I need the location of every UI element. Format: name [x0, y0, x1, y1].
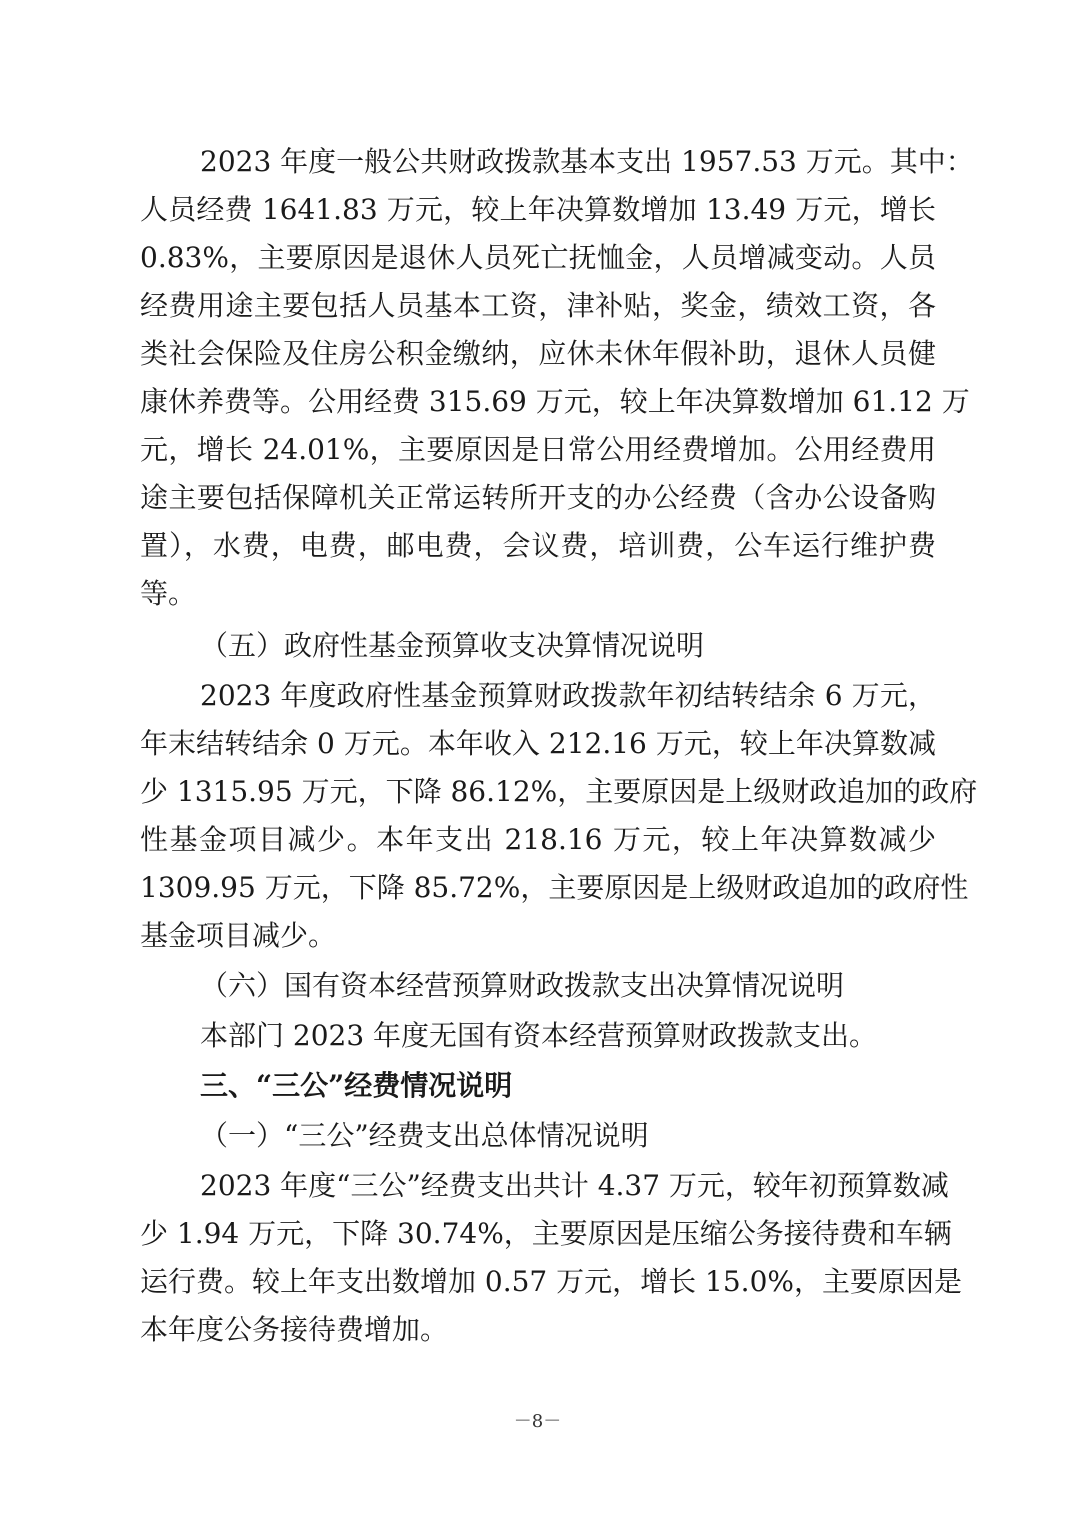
body-text-line: 等。	[140, 577, 197, 610]
body-text-line: 年末结转结余 0 万元。本年收入 212.16 万元，较上年决算数减	[140, 727, 936, 760]
body-text-line: 0.83%，主要原因是退休人员死亡抚恤金，人员增减变动。人员	[140, 241, 936, 274]
body-text-line: 人员经费 1641.83 万元，较上年决算数增加 13.49 万元，增长	[140, 193, 936, 226]
body-text-line: 本部门 2023 年度无国有资本经营预算财政拨款支出。	[200, 1019, 878, 1052]
body-text-line: 本年度公务接待费增加。	[140, 1313, 449, 1346]
body-text-line: 2023 年度政府性基金预算财政拨款年初结转结余 6 万元，	[200, 679, 936, 712]
body-text-line: 类社会保险及住房公积金缴纳，应休未休年假补助，退休人员健	[140, 337, 936, 370]
body-text-line: 途主要包括保障机关正常运转所开支的办公经费（含办公设备购	[140, 481, 936, 514]
section-heading: （一）“三公”经费支出总体情况说明	[200, 1119, 649, 1152]
section-heading: （五）政府性基金预算收支决算情况说明	[200, 629, 705, 662]
body-text-line: 康休养费等。公用经费 315.69 万元，较上年决算数增加 61.12 万	[140, 385, 970, 418]
body-text-line: 经费用途主要包括人员基本工资，津补贴，奖金，绩效工资，各	[140, 289, 936, 322]
body-text-line: 2023 年度“三公”经费支出共计 4.37 万元，较年初预算数减	[200, 1169, 949, 1202]
page-number: －8－	[513, 1411, 562, 1432]
body-text-line: 1309.95 万元，下降 85.72%，主要原因是上级财政追加的政府性	[140, 871, 969, 904]
body-text-line: 少 1.94 万元，下降 30.74%，主要原因是压缩公务接待费和车辆	[140, 1217, 952, 1250]
section-heading: （六）国有资本经营预算财政拨款支出决算情况说明	[200, 969, 845, 1002]
body-text-line: 性基金项目减少。本年支出 218.16 万元，较上年决算数减少	[140, 823, 936, 856]
body-text-line: 基金项目减少。	[140, 919, 337, 952]
body-text-line: 元，增长 24.01%，主要原因是日常公用经费增加。公用经费用	[140, 433, 936, 466]
body-text-line: 置），水费，电费，邮电费，会议费，培训费，公车运行维护费	[140, 529, 936, 562]
body-text-line: 2023 年度一般公共财政拨款基本支出 1957.53 万元。其中：	[200, 145, 974, 178]
body-text-line: 运行费。较上年支出数增加 0.57 万元，增长 15.0%，主要原因是	[140, 1265, 962, 1298]
body-text-line: 少 1315.95 万元，下降 86.12%，主要原因是上级财政追加的政府	[140, 775, 978, 808]
chapter-heading: 三、“三公”经费情况说明	[200, 1069, 513, 1102]
